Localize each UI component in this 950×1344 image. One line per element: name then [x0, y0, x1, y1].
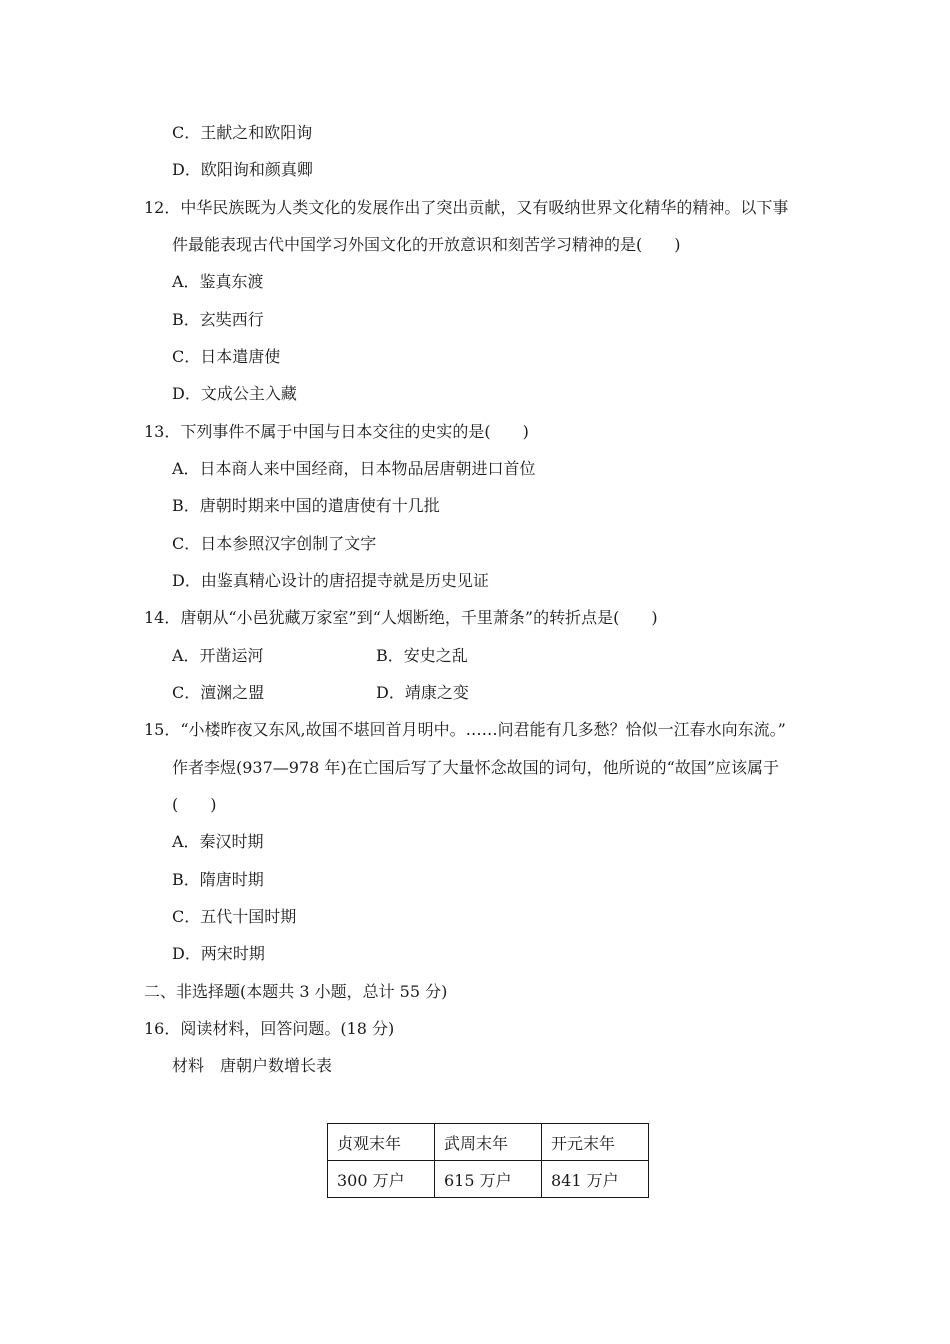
option-c: C．王献之和欧阳询	[172, 123, 313, 142]
option-c: C．澶渊之盟	[172, 683, 265, 702]
option-d: D．靖康之变	[376, 683, 469, 702]
question-stem: 15．“小楼昨夜又东风,故国不堪回首月明中。……问君能有几多愁？恰似一江春水向东流。”	[144, 720, 786, 739]
table-cell: 300 万户	[328, 1161, 435, 1198]
option-a: A．鉴真东渡	[172, 272, 264, 291]
section-heading: 二、非选择题(本题共 3 小题，总计 55 分)	[144, 982, 448, 1001]
option-c: C．日本参照汉字创制了文字	[172, 534, 377, 553]
answer-blank: ( )	[172, 795, 217, 814]
question-stem-continued: 作者李煜(937—978 年)在亡国后写了大量怀念故国的词句，他所说的“故国”应该属于	[172, 758, 780, 777]
option-c: C．五代十国时期	[172, 907, 297, 926]
question-stem: 14．唐朝从“小邑犹藏万家室”到“人烟断绝，千里萧条”的转折点是( )	[144, 608, 658, 627]
table-row	[328, 1161, 649, 1198]
option-d: D．两宋时期	[172, 944, 265, 963]
question-stem: 16．阅读材料，回答问题。(18 分)	[144, 1019, 395, 1038]
option-d: D．由鉴真精心设计的唐招提寺就是历史见证	[172, 571, 489, 590]
option-d: D．文成公主入藏	[172, 384, 297, 403]
option-d: D．欧阳询和颜真卿	[172, 160, 313, 179]
table-header-cell: 贞观末年	[328, 1124, 435, 1161]
option-c: C．日本遣唐使	[172, 347, 281, 366]
table-header-row	[328, 1124, 649, 1161]
table-cell: 841 万户	[542, 1161, 649, 1198]
option-b: B．玄奘西行	[172, 310, 264, 329]
option-b: B．安史之乱	[376, 646, 468, 665]
option-b: B．隋唐时期	[172, 870, 264, 889]
question-stem-continued: 件最能表现古代中国学习外国文化的开放意识和刻苦学习精神的是( )	[172, 235, 681, 254]
table-header-cell: 开元末年	[542, 1124, 649, 1161]
table-cell: 615 万户	[435, 1161, 542, 1198]
material-caption: 材料 唐朝户数增长表	[172, 1056, 333, 1075]
question-stem: 13．下列事件不属于中国与日本交往的史实的是( )	[144, 422, 529, 441]
table-header-cell: 武周末年	[435, 1124, 542, 1161]
option-a: A．开凿运河	[172, 646, 264, 665]
question-stem: 12．中华民族既为人类文化的发展作出了突出贡献，又有吸纳世界文化精华的精神。以下事	[144, 198, 789, 217]
option-a: A．日本商人来中国经商，日本物品居唐朝进口首位	[172, 459, 536, 478]
households-table	[327, 1123, 649, 1198]
option-b: B．唐朝时期来中国的遣唐使有十几批	[172, 496, 440, 515]
option-a: A．秦汉时期	[172, 832, 264, 851]
